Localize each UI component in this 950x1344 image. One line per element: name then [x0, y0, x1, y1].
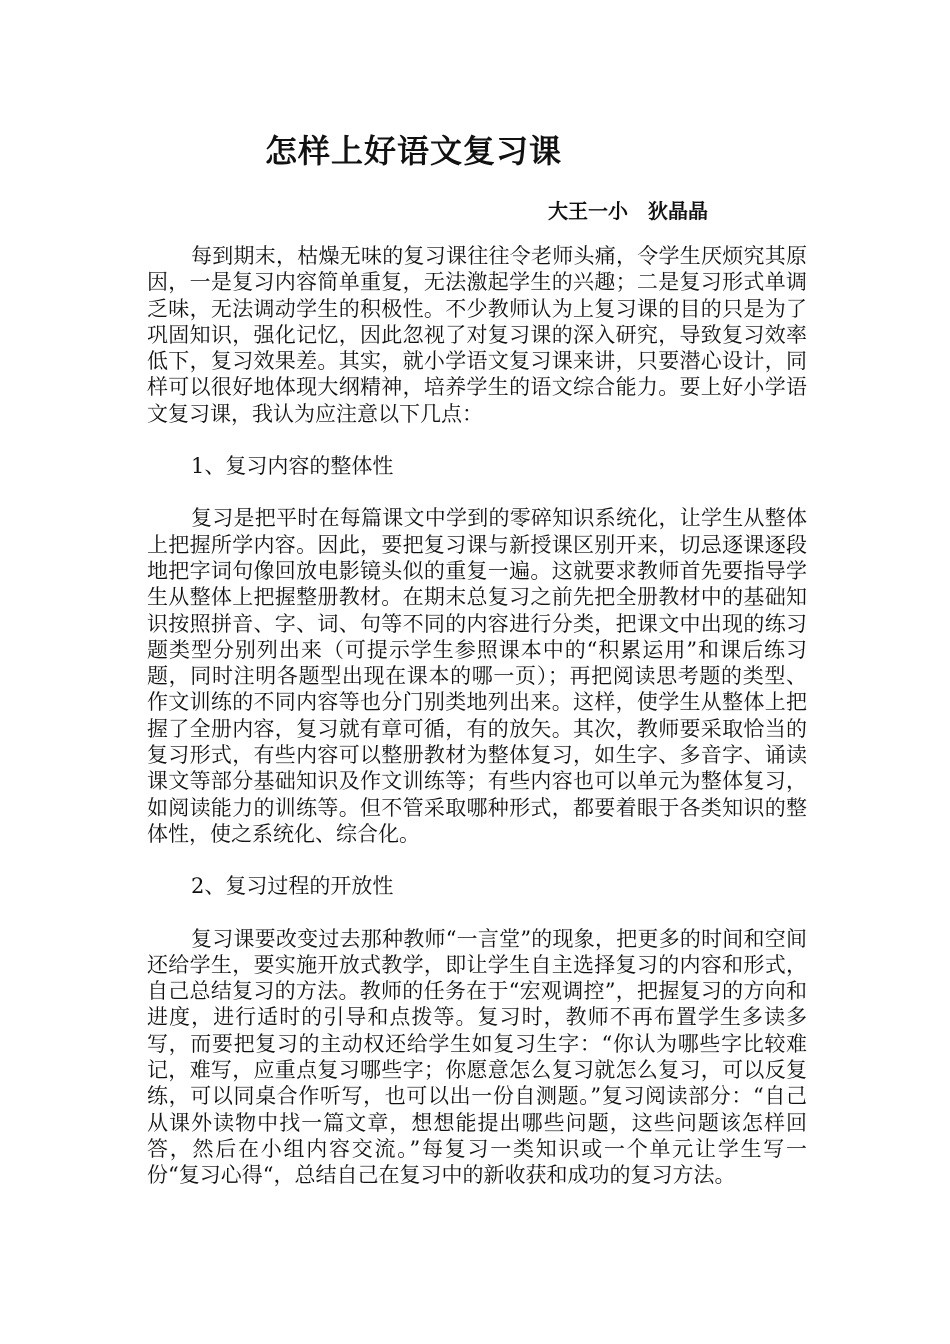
document-body	[147, 243, 807, 1189]
section-heading-2: 2、复习过程的开放性	[191, 874, 394, 899]
paragraph-gap	[147, 847, 807, 873]
section-2-paragraph: 复习课要改变过去那种教师“一言堂”的现象，把更多的时间和空间还给学生，要实施开放式教学，即让学生自主选择复习的内容和形式，自己总结复习的方法。教师的任务在于“宏观调控”，把握复习的方向和进度，进行适时的引导和点拨等。复习时，教师不再布置学生多读多写，而要把复习的主动权还给学生如复习生字：“你认为哪些字比较难记，难写，应重点复习哪些字；你愿意怎么复习就怎么复习，可以反复练，可以同桌合作听写，也可以出一份自测题。”复习阅读部分：“自己从课外读物中找一篇文章，想想能提出哪些问题，这些问题该怎样回答，然后在小组内容交流。”每复习一类知识或一个单元让学生写一份“复习心得“，总结自己在复习中的新收获和成功的复习方法。	[147, 926, 807, 1188]
author-byline: 大王一小 狄晶晶	[548, 199, 708, 223]
intro-paragraph: 每到期末，枯燥无味的复习课往往令老师头痛，令学生厌烦究其原因，一是复习内容简单重复，无法激起学生的兴趣；二是复习形式单调乏味，无法调动学生的积极性。不少教师认为上复习课的目的只是为了巩固知识，强化记忆，因此忽视了对复习课的深入研究，导致复习效率低下，复习效果差。其实，就小学语文复习课来讲，只要潜心设计，同样可以很好地体现大纲精神，培养学生的语文综合能力。要上好小学语文复习课，我认为应注意以下几点：	[147, 244, 807, 426]
section-1-paragraph: 复习是把平时在每篇课文中学到的零碎知识系统化，让学生从整体上把握所学内容。因此，要把复习课与新授课区别开来，切忌逐课逐段地把字词句像回放电影镜头似的重复一遍。这就要求教师首先要指导学生从整体上把握整册教材。在期末总复习之前先把全册教材中的基础知识按照拼音、字、词、句等不同的内容进行分类，把课文中出现的练习题类型分别列出来（可提示学生参照课本中的“积累运用”和课后练习题，同时注明各题型出现在课本的哪一页）；再把阅读思考题的类型、作文训练的不同内容等也分门别类地列出来。这样，使学生从整体上把握了全册内容，复习就有章可循，有的放矢。其次，教师要采取恰当的复习形式，有些内容可以整册教材为整体复习，如生字、多音字、诵读课文等部分基础知识及作文训练等；有些内容也可以单元为整体复习，如阅读能力的训练等。但不管采取哪种形式，都要着眼于各类知识的整体性，使之系统化、综合化。	[147, 506, 807, 846]
paragraph-gap	[147, 427, 807, 453]
document-title: 怎样上好语文复习课	[265, 132, 563, 170]
paragraph-gap	[147, 900, 807, 926]
section-heading-1: 1、复习内容的整体性	[191, 454, 394, 479]
paragraph-gap	[147, 479, 807, 505]
